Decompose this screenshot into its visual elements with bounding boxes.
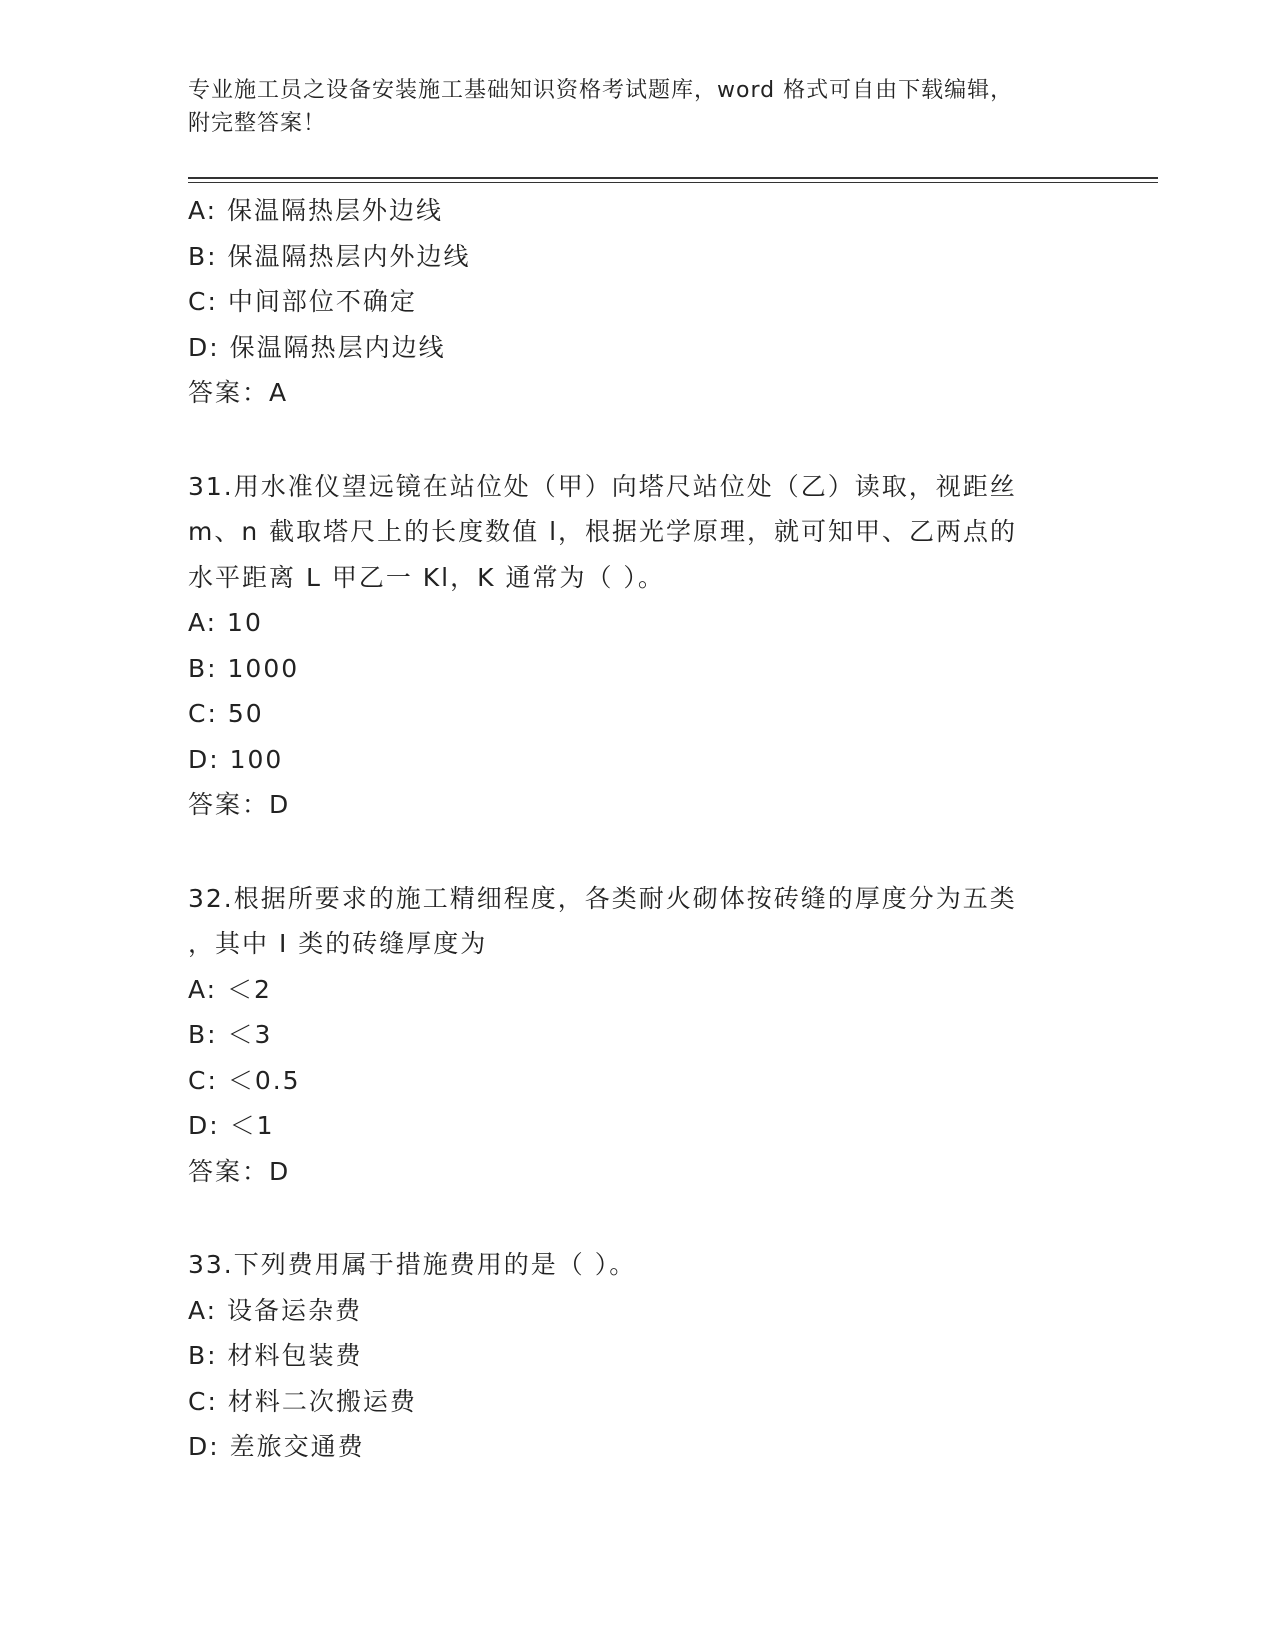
option-a: A: 设备运杂费	[188, 1295, 363, 1325]
question-31	[188, 464, 1088, 828]
question-30	[188, 188, 1088, 416]
option-c: C: 材料二次搬运费	[188, 1386, 417, 1416]
option-a: A: 10	[188, 608, 263, 637]
answer-line: 答案：D	[188, 1156, 291, 1186]
question-spacer	[188, 828, 1088, 876]
option-d: D: 100	[188, 744, 284, 774]
option-d: D: ＜1	[188, 1111, 275, 1140]
option-d: D: 差旅交通费	[188, 1432, 365, 1461]
option-b: B: ＜3	[188, 1020, 273, 1049]
option-d: D: 保温隔热层内边线	[188, 332, 446, 362]
header-title-line-2: 附完整答案！	[188, 111, 327, 136]
question-32	[188, 876, 1088, 1195]
header-title-line-1: 专业施工员之设备安装施工基础知识资格考试题库，word 格式可自由下载编辑，	[188, 78, 1014, 103]
header-divider-thin	[188, 182, 1158, 183]
answer-line: 答案：A	[188, 378, 289, 407]
option-b: B: 保温隔热层内外边线	[188, 241, 471, 271]
option-a: A: 保温隔热层外边线	[188, 196, 444, 225]
option-b: B: 材料包装费	[188, 1341, 363, 1370]
question-stem-line-3: 水平距离 L 甲乙一 Kl，K 通常为（ ）。	[188, 562, 665, 592]
page-header	[188, 74, 1088, 140]
option-c: C: 50	[188, 699, 264, 728]
question-spacer	[188, 1194, 1088, 1242]
question-stem-line-2: ，其中 I 类的砖缝厚度为	[188, 929, 488, 958]
question-stem-line-2: m、n 截取塔尺上的长度数值 l，根据光学原理，就可知甲、乙两点的	[188, 517, 1018, 546]
option-c: C: ＜0.5	[188, 1065, 301, 1095]
question-33	[188, 1242, 1088, 1470]
question-spacer	[188, 416, 1088, 464]
answer-line: 答案：D	[188, 790, 291, 819]
question-stem-line-1: 31.用水准仪望远镜在站位处（甲）向塔尺站位处（乙）读取，视距丝	[188, 471, 1017, 501]
option-b: B: 1000	[188, 653, 300, 683]
question-stem-line-1: 33.下列费用属于措施费用的是（ ）。	[188, 1250, 637, 1279]
option-a: A: ＜2	[188, 974, 272, 1004]
question-list	[188, 188, 1088, 1470]
header-divider-thick	[188, 177, 1158, 179]
question-stem-line-1: 32.根据所要求的施工精细程度，各类耐火砌体按砖缝的厚度分为五类	[188, 883, 1017, 913]
option-c: C: 中间部位不确定	[188, 287, 417, 316]
